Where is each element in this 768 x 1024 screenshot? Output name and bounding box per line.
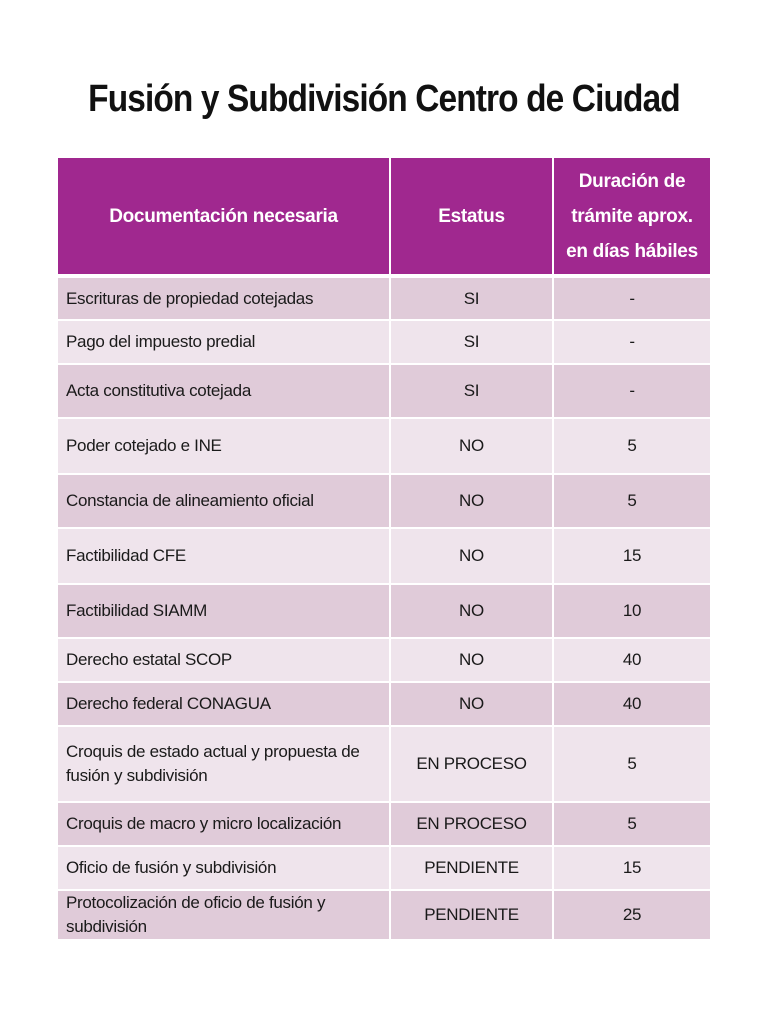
row-document: Factibilidad SIAMM xyxy=(58,584,390,638)
row-document: Factibilidad CFE xyxy=(58,528,390,584)
row-duration: 40 xyxy=(553,638,710,682)
row-duration: 40 xyxy=(553,682,710,726)
row-document: Constancia de alineamiento oficial xyxy=(58,474,390,528)
row-status: EN PROCESO xyxy=(390,802,553,846)
documents-table xyxy=(58,158,710,941)
row-document: Pago del impuesto predial xyxy=(58,320,390,364)
row-duration: 15 xyxy=(553,846,710,890)
table-row xyxy=(58,364,710,418)
row-duration: 5 xyxy=(553,418,710,474)
row-duration: 5 xyxy=(553,802,710,846)
table-row xyxy=(58,320,710,364)
row-duration: 10 xyxy=(553,584,710,638)
row-duration: 5 xyxy=(553,474,710,528)
row-status: SI xyxy=(390,276,553,320)
row-duration: 25 xyxy=(553,890,710,940)
row-duration: - xyxy=(553,320,710,364)
row-status: NO xyxy=(390,474,553,528)
row-duration: - xyxy=(553,364,710,418)
row-status: SI xyxy=(390,364,553,418)
row-status: PENDIENTE xyxy=(390,890,553,940)
table-row xyxy=(58,802,710,846)
row-duration: - xyxy=(553,276,710,320)
header-documentation: Documentación necesaria xyxy=(58,158,390,276)
row-document: Oficio de fusión y subdivisión xyxy=(58,846,390,890)
table-row xyxy=(58,682,710,726)
row-document: Croquis de macro y micro localización xyxy=(58,802,390,846)
row-status: NO xyxy=(390,584,553,638)
row-duration: 15 xyxy=(553,528,710,584)
row-document: Derecho estatal SCOP xyxy=(58,638,390,682)
row-status: PENDIENTE xyxy=(390,846,553,890)
row-status: NO xyxy=(390,638,553,682)
row-status: NO xyxy=(390,418,553,474)
row-status: NO xyxy=(390,528,553,584)
row-document: Derecho federal CONAGUA xyxy=(58,682,390,726)
row-document: Poder cotejado e INE xyxy=(58,418,390,474)
row-document: Acta constitutiva cotejada xyxy=(58,364,390,418)
row-duration: 5 xyxy=(553,726,710,802)
table-row xyxy=(58,726,710,802)
row-status: SI xyxy=(390,320,553,364)
table-row xyxy=(58,418,710,474)
row-document: Protocolización de oficio de fusión y subdivisión xyxy=(58,890,390,940)
table-header-row xyxy=(58,158,710,276)
header-duration: Duración de trámite aprox. en días hábiles xyxy=(553,158,710,276)
table-row xyxy=(58,276,710,320)
table-row xyxy=(58,584,710,638)
table-row xyxy=(58,890,710,940)
table-row xyxy=(58,528,710,584)
row-document: Escrituras de propiedad cotejadas xyxy=(58,276,390,320)
table-row xyxy=(58,474,710,528)
page-title: Fusión y Subdivisión Centro de Ciudad xyxy=(88,78,680,120)
row-status: NO xyxy=(390,682,553,726)
row-document: Croquis de estado actual y propuesta de fusión y subdivisión xyxy=(58,726,390,802)
row-status: EN PROCESO xyxy=(390,726,553,802)
table-row xyxy=(58,638,710,682)
header-status: Estatus xyxy=(390,158,553,276)
table-row xyxy=(58,846,710,890)
